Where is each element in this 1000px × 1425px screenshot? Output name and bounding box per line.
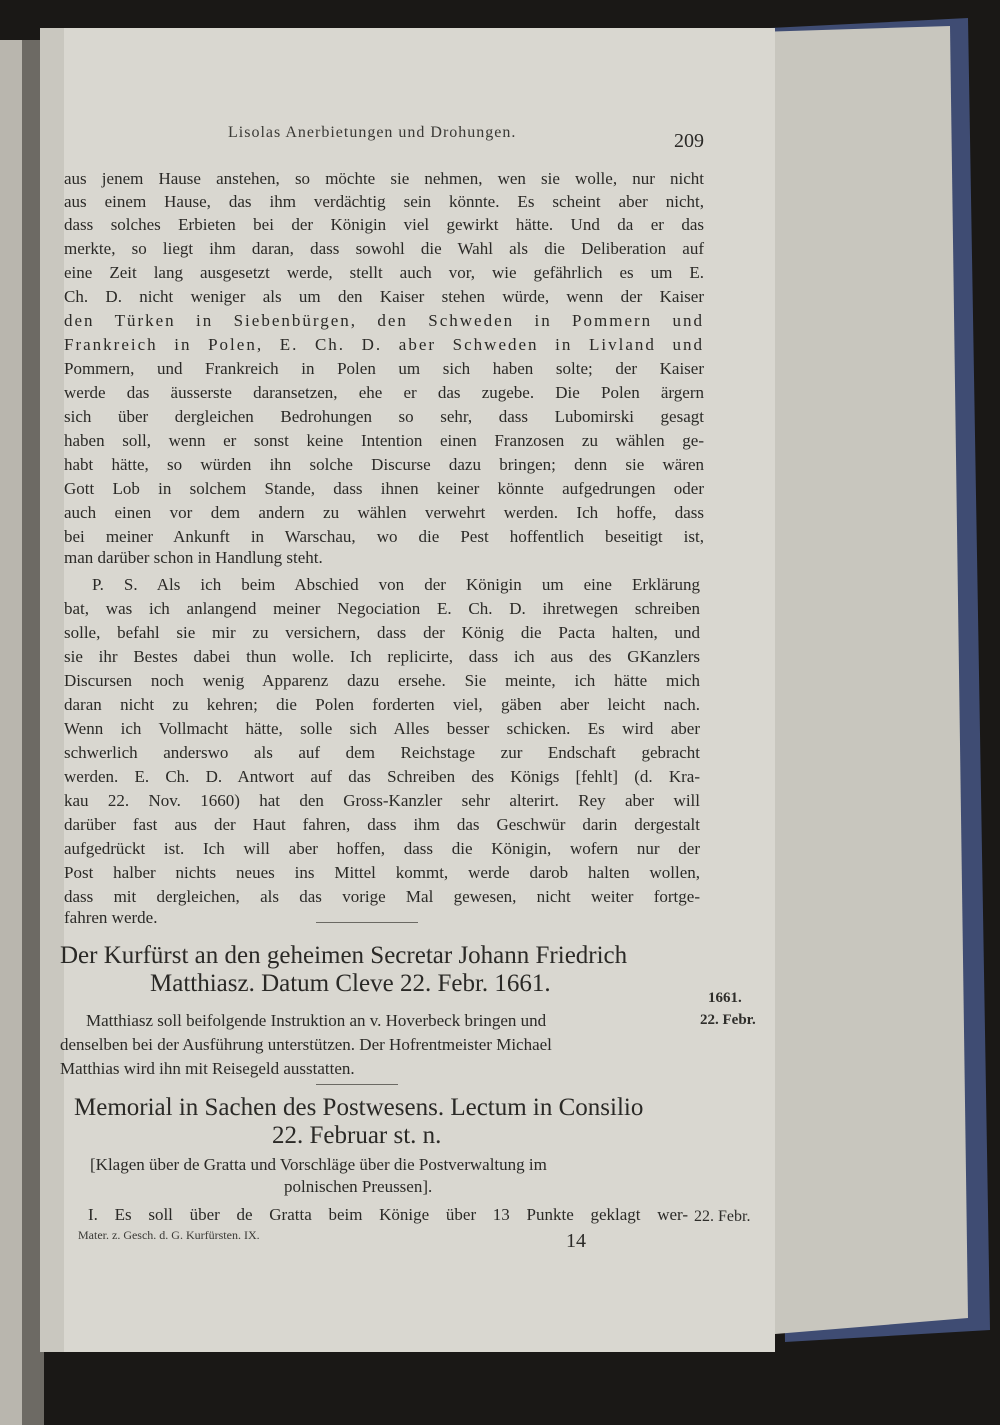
section-heading: Matthiasz. Datum Cleve 22. Febr. 1661. [150, 970, 551, 997]
inner-margin-shade [40, 28, 64, 1352]
section-divider [316, 922, 418, 923]
postscript-line: dass mit dergleichen, als das vorige Mal gewesen, nicht weiter fortge- [64, 887, 700, 906]
section-heading: 22. Februar st. n. [272, 1122, 442, 1149]
postscript-line: aufgedrückt ist. Ich will aber hoffen, dass die Königin, wofern nur der [64, 839, 700, 858]
postscript-line: fahren werde. [64, 908, 158, 927]
body-line: werde das äusserste daransetzen, ehe er das zugebe. Die Polen ärgern [64, 383, 704, 402]
body-line: aus jenem Hause anstehen, so möchte sie nehmen, wen sie wolle, nur nicht [64, 169, 704, 188]
page-number: 209 [674, 130, 704, 152]
body-line: Ch. D. nicht weniger als um den Kaiser stehen würde, wenn der Kaiser [64, 287, 704, 306]
section-summary-line: [Klagen über de Gratta und Vorschläge über die Postverwaltung im [90, 1155, 547, 1174]
postscript-line: bat, was ich anlangend meiner Negociation E. Ch. D. ihretwegen schreiben [64, 599, 700, 618]
body-line: haben soll, wenn er sonst keine Intention einen Franzosen zu wählen ge- [64, 431, 704, 450]
sheet-number: 14 [566, 1230, 586, 1252]
postscript-line: Post halber nichts neues ins Mittel kommt, werde darob halten wollen, [64, 863, 700, 882]
postscript-line: schwerlich anderswo als auf dem Reichstage zur Endschaft gebracht [64, 743, 700, 762]
postscript-line: darüber fast aus der Haut fahren, dass ihm das Geschwür darin dergestalt [64, 815, 700, 834]
postscript-line: Discursen noch wenig Apparenz dazu ersehe. Sie meinte, ich hätte mich [64, 671, 700, 690]
body-line: man darüber schon in Handlung steht. [64, 548, 323, 567]
postscript-line: sie ihr Bestes dabei thun wolle. Ich replicirte, dass ich aus des GKanzlers [64, 647, 700, 666]
section-divider [316, 1084, 398, 1085]
body-line: sich über dergleichen Bedrohungen so sehr, dass Lubomirski gesagt [64, 407, 704, 426]
body-line: eine Zeit lang ausgesetzt werde, stellt auch vor, wie gefährlich es um E. [64, 263, 704, 282]
body-line: aus einem Hause, das ihm verdächtig sein könnte. Es scheint aber nicht, [64, 192, 704, 211]
body-line: bei meiner Ankunft in Warschau, wo die Pest hoffentlich beseitigt ist, [64, 527, 704, 546]
section-summary-line: Matthias wird ihn mit Reisegeld ausstatten. [60, 1059, 355, 1078]
body-line: habt hätte, so würden ihn solche Discurse dazu bringen; denn sie wären [64, 455, 704, 474]
postscript-line: kau 22. Nov. 1660) hat den Gross-Kanzler sehr alterirt. Rey aber will [64, 791, 700, 810]
postscript-line: P. S. Als ich beim Abschied von der Königin um eine Erklärung [92, 575, 700, 594]
first-paragraph-line: I. Es soll über de Gratta beim Könige über 13 Punkte geklagt wer- [88, 1205, 688, 1224]
footer-signature: Mater. z. Gesch. d. G. Kurfürsten. IX. [78, 1228, 260, 1242]
body-line: Gott Lob in solchem Stande, dass ihnen keiner könnte aufgedrungen oder [64, 479, 704, 498]
body-line: merkte, so liegt ihm daran, dass sowohl die Wahl als die Deliberation auf [64, 239, 704, 258]
postscript-line: Wenn ich Vollmacht hätte, solle sich Alles besser schicken. Es wird aber [64, 719, 700, 738]
margin-year: 1661. [708, 990, 742, 1006]
body-line: dass solches Erbieten bei der Königin viel gewirkt hätte. Und da er das [64, 215, 704, 234]
section-heading: Memorial in Sachen des Postwesens. Lectum in Consilio [74, 1094, 644, 1121]
section-summary-line: polnischen Preussen]. [284, 1177, 433, 1196]
section-summary-line: Matthiasz soll beifolgende Instruktion an v. Hoverbeck bringen und [86, 1011, 547, 1030]
body-line: den Türken in Siebenbürgen, den Schweden in Pommern und [64, 311, 704, 330]
postscript-line: werden. E. Ch. D. Antwort auf das Schreiben des Königs [fehlt] (d. Kra- [64, 767, 700, 786]
margin-date: 22. Febr. [694, 1208, 751, 1225]
body-line: auch einen vor dem andern zu wählen verwehrt werden. Ich hoffe, dass [64, 503, 704, 522]
postscript-line: daran nicht zu kehren; die Polen forderten viel, gäben aber leicht nach. [64, 695, 700, 714]
section-summary-line: denselben bei der Ausführung unterstützen. Der Hofrentmeister Michael [60, 1035, 552, 1054]
margin-date: 22. Febr. [700, 1012, 756, 1028]
section-heading: Der Kurfürst an den geheimen Secretar Johann Friedrich [60, 942, 628, 969]
postscript-line: solle, befahl sie mir zu versichern, dass der König die Pacta halten, und [64, 623, 700, 642]
body-line: Frankreich in Polen, E. Ch. D. aber Schweden in Livland und [64, 335, 704, 354]
running-title: Lisolas Anerbietungen und Drohungen. [228, 124, 517, 141]
page-block-edges [760, 26, 968, 1334]
body-line: Pommern, und Frankreich in Polen um sich haben solte; der Kaiser [64, 359, 704, 378]
